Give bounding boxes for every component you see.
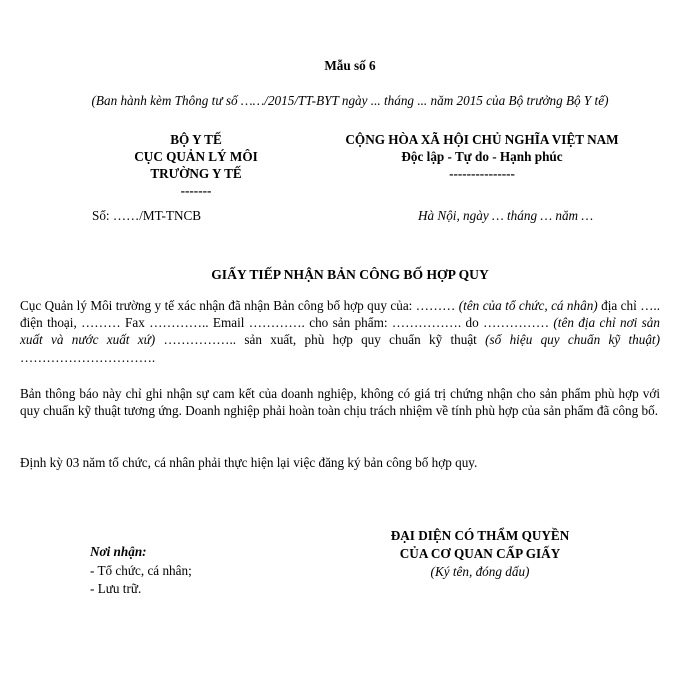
department-name-line2: TRƯỜNG Y TẾ bbox=[150, 166, 242, 181]
form-number: Mẫu số 6 bbox=[324, 58, 376, 73]
issuer-block bbox=[96, 131, 296, 199]
signature-title-line2: CỦA CƠ QUAN CẤP GIẤY bbox=[399, 546, 561, 561]
p1-organization-hint: (tên của tổ chức, cá nhân) bbox=[458, 298, 598, 313]
signature-title-line1: ĐẠI DIỆN CÓ THẨM QUYỀN bbox=[390, 528, 570, 543]
country-name: CỘNG HÒA XÃ HỘI CHỦ NGHĨA VIỆT NAM bbox=[345, 132, 619, 147]
p1-text-c: địa chỉ ….. điện thoại, ……… Fax ………….. Email …………. cho sản phẩm: ……………. do …………… bbox=[20, 298, 660, 331]
ministry-name: BỘ Y TẾ bbox=[170, 132, 222, 147]
signature-note: (Ký tên, đóng dấu) bbox=[430, 564, 530, 579]
recipients-label: Nơi nhận: bbox=[90, 544, 147, 559]
issuance-note: (Ban hành kèm Thông tư số ……/2015/TT-BYT ngày ... tháng ... năm 2015 của Bộ trưởng Bộ Y tế) bbox=[91, 93, 609, 108]
national-divider: --------------- bbox=[449, 166, 515, 181]
p1-origin-hint: (tên địa chỉ nơi sản xuất và nước xuất xứ) bbox=[20, 315, 660, 348]
national-block bbox=[282, 131, 682, 182]
department-name-line1: CỤC QUẢN LÝ MÔI bbox=[134, 149, 258, 164]
body-paragraph-3: Định kỳ 03 năm tổ chức, cá nhân phải thực hiện lại việc đăng ký bản công bố hợp quy. bbox=[20, 455, 478, 470]
p1-text-e: …………….. sản xuất, phù hợp quy chuẩn kỹ thuật bbox=[155, 332, 486, 348]
national-motto: Độc lập - Tự do - Hạnh phúc bbox=[401, 149, 563, 164]
p1-text-g: …………………………. bbox=[20, 349, 156, 365]
recipient-item: - Tổ chức, cá nhân; bbox=[90, 562, 192, 578]
recipient-item: - Lưu trữ. bbox=[90, 581, 142, 596]
body-paragraph-1 bbox=[20, 297, 660, 366]
signature-block bbox=[330, 527, 630, 581]
document-number: Số: ……/MT-TNCB bbox=[92, 208, 202, 223]
document-title: GIẤY TIẾP NHẬN BẢN CÔNG BỐ HỢP QUY bbox=[211, 267, 489, 282]
place-date: Hà Nội, ngày … tháng … năm … bbox=[418, 208, 594, 223]
body-paragraph-2: Bản thông báo này chỉ ghi nhận sự cam kết của doanh nghiệp, không có giá trị chứng nhận cho sản phẩm phù hợp với quy chuẩn kỹ thuật tương ứng. Doanh nghiệp phải hoàn toàn chịu trách nhiệm về tính phù hợp của sản phẩm đã công bố. bbox=[20, 386, 660, 419]
recipients-block bbox=[90, 543, 192, 599]
issuer-divider: ------- bbox=[180, 183, 212, 198]
p1-text-a: Cục Quản lý Môi trường y tế xác nhận đã nhận Bản công bố hợp quy của: ……… bbox=[20, 298, 459, 313]
p1-standard-hint: (số hiệu quy chuẩn kỹ thuật) bbox=[485, 332, 660, 348]
